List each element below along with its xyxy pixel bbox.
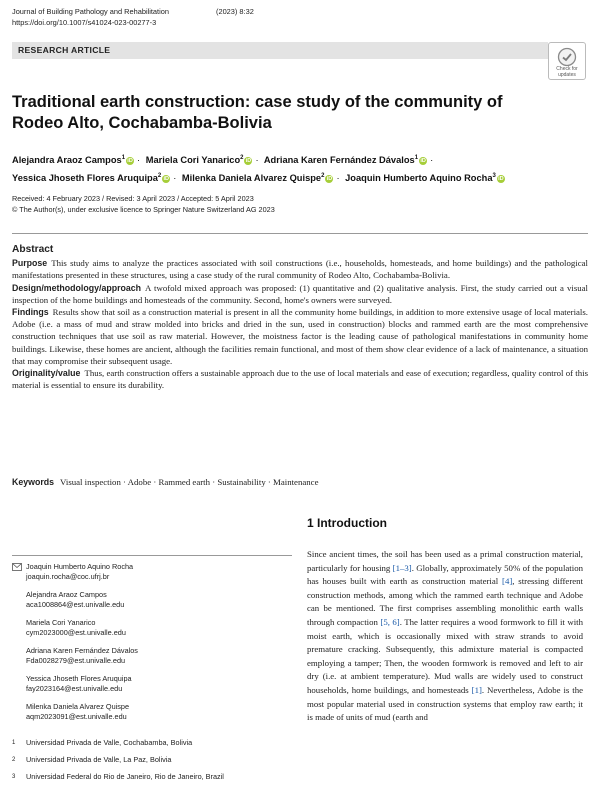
contact-name: Milenka Daniela Alvarez Quispe [26, 702, 130, 711]
contact-name: Mariela Cori Yanarico [26, 618, 96, 627]
abstract-section [12, 367, 588, 391]
affiliation-text: Universidad Federal do Rio de Janeiro, Rio de Janeiro, Brazil [26, 772, 224, 781]
abstract-section-text: This study aims to analyze the practices associated with soil constructions (i.e., households, homesteads, and home buildings) and the pathological manifestations presented in these structures, using a case study of the rural community of Rodeo Alto, Cochabamba-Bolivia. [12, 258, 588, 281]
author-affiliation-mark: 2 [157, 173, 162, 180]
doi-link[interactable]: https://doi.org/10.1007/s41024-023-00277-3 [12, 18, 157, 27]
author-name[interactable]: Yessica Jhoseth Flores Aruquipa [12, 173, 158, 184]
abstract-section-text: Thus, earth construction offers a sustainable approach due to the use of local materials and ease of execution; regardless, quality control of this material is essential to ensure its durability. [12, 368, 588, 391]
contact-email[interactable]: joaquin.rocha@coc.ufrj.br [26, 572, 110, 582]
author-name[interactable]: Adriana Karen Fernández Dávalos [263, 155, 415, 166]
abstract-section-label: Purpose [12, 258, 48, 269]
affiliation-number: 2 [12, 757, 16, 763]
keywords-label: Keywords [12, 477, 55, 487]
affiliation-number: 1 [12, 740, 16, 746]
intro-text: . The latter requires a wood formwork to fill it with moist earth, which is occasionally mixed with straw strands to avoid premature cracking. Subsequently, this admixture material is compacted employing a tamper; Then, the wooden formwork is removed and left to air dry (i.e. at ambient temperature). Mud walls are widely used to construct households, home buildings, and homesteads [307, 616, 583, 695]
abstract-heading: Abstract [12, 244, 54, 255]
check-updates-label-line2: updates [558, 71, 576, 78]
abstract-section-text: Results show that soil as a construction material is present in all the community home buildings, in addition to more extensive usage of local materials. Adobe (i.e. a mass of mud and straw molded into bricks and dried in the sun, used in construction) blocks and rammed earth are the most comprehensive construction techniques that use soil as raw material. However, the moistness factor is the leading cause of pathological manifestations in community home buildings. Likewise, these homes are ancient, although the facilities remain functional, and most of them show clear evidence of a lack of maintenance, a situation that may compromise their subsequent usage. [12, 307, 588, 366]
contact-entry [26, 590, 124, 610]
orcid-icon[interactable]: iD [420, 157, 426, 164]
citation-link[interactable]: [5, 6] [380, 616, 400, 627]
contact-name: Alejandra Araoz Campos [26, 590, 107, 599]
intro-text: Since ancient times, the soil has been used as a primal construction material, particularly for housing [307, 549, 583, 573]
intro-text: , stressing different construction methods, among which the rammed earth technique and Adobe can be mentioned. The first comprises assembling monolithic earth walls through compaction [307, 576, 584, 627]
author-name[interactable]: Alejandra Araoz Campos [12, 155, 122, 166]
divider [12, 233, 588, 234]
keywords [12, 476, 318, 488]
article-type-banner: RESEARCH ARTICLE [12, 42, 548, 59]
author-affiliation-mark: 2 [240, 155, 244, 161]
citation-link[interactable]: [4] [502, 576, 513, 587]
abstract [12, 244, 588, 391]
contact-email[interactable]: cym2023000@est.univalle.edu [26, 628, 126, 638]
affiliation-text: Universidad Privada de Valle, Cochabamba, Bolivia [26, 738, 193, 747]
author-name[interactable]: Milenka Daniela Alvarez Quispe [181, 173, 322, 184]
contact-entry [26, 702, 129, 722]
author-list: Alejandra Araoz Campos$^1$ iD · Mariela Cori Yanarico$^2$ iD · Adriana Karen Fernández Dávalos$^1$ iD · Yessica Jhoseth Flores Aruquipa$^2$ iD · Milenka Daniela Alvarez Quispe$^2$ iD · Joaquin Humberto Aquino Rocha$^3$ iD [12, 155, 504, 184]
abstract-section-label: Design/methodology/approach [12, 282, 142, 293]
citation-link[interactable]: [1–3] [392, 562, 412, 573]
author-name[interactable]: Mariela Cori Yanarico [145, 155, 241, 166]
check-updates-label-line1: Check for [556, 66, 578, 72]
keywords-text: Visual inspection · Adobe · Rammed earth · Sustainability · Maintenance [60, 477, 319, 487]
footnote-divider [12, 555, 292, 556]
contact-entry [26, 674, 132, 694]
intro-text: . Nevertheless, Adobe is the most popular material used in construction systems that employ raw earth; it is made of units of mud (earth and [307, 684, 584, 723]
abstract-section [12, 306, 588, 367]
envelope-icon [12, 563, 22, 571]
article-dates [12, 194, 275, 215]
intro-text: . Globally, approximately 50% of the population has houses built with earth as construction material [307, 562, 583, 587]
abstract-section-label: Findings [12, 307, 49, 318]
contact-name: Joaquin Humberto Aquino Rocha [26, 562, 134, 571]
author-affiliation-mark: 1 [414, 155, 419, 161]
article-title: Traditional earth construction: case study of the community of Rodeo Alto, Cochabamba-Bolivia [12, 93, 503, 132]
author-affiliation-mark: 2 [321, 173, 325, 180]
contact-email[interactable]: fay2023164@est.univalle.edu [26, 684, 123, 694]
abstract-section-text: A twofold mixed approach was proposed: (1) quantitative and (2) qualitative analysis. First, the study carried out a visual inspection of the home buildings and homesteads of the community. Second, home's owners were surveyed. [12, 282, 588, 305]
orcid-icon[interactable]: iD [245, 157, 252, 164]
contact-name: Adriana Karen Fernández Dávalos [26, 646, 138, 655]
contact-email[interactable]: aca1008864@est.univalle.edu [26, 600, 125, 610]
author-affiliation-mark: 3 [492, 173, 496, 180]
journal-volume: (2023) 8:32 [216, 7, 254, 16]
abstract-section [12, 282, 588, 306]
copyright-line: © The Author(s), under exclusive licence to Springer Nature Switzerland AG 2023 [12, 204, 275, 214]
contact-entry [26, 646, 138, 666]
orcid-icon[interactable]: iD [326, 175, 333, 182]
citation-link[interactable]: [1] [471, 684, 482, 695]
check-for-updates-button[interactable] [548, 42, 586, 80]
contact-email[interactable]: Fda0028279@est.univalle.edu [26, 656, 126, 666]
contact-entry [26, 618, 126, 638]
orcid-icon[interactable]: iD [498, 175, 504, 182]
contact-entry [26, 562, 133, 582]
journal-header [12, 6, 254, 28]
orcid-icon[interactable]: iD [127, 157, 133, 164]
affiliation-text: Universidad Privada de Valle, La Paz, Bolivia [26, 755, 172, 764]
check-updates-icon [557, 47, 577, 67]
abstract-section [12, 257, 588, 281]
orcid-icon[interactable]: iD [163, 175, 169, 182]
contact-name: Yessica Jhoseth Flores Aruquipa [26, 674, 132, 683]
contact-email[interactable]: aqm2023091@est.univalle.edu [26, 712, 127, 722]
affiliation-number: 3 [12, 774, 16, 780]
author-name[interactable]: Joaquin Humberto Aquino Rocha [345, 173, 493, 184]
history-dates: Received: 4 February 2023 / Revised: 3 April 2023 / Accepted: 5 April 2023 [12, 194, 254, 203]
journal-name: Journal of Building Pathology and Rehabilitation [12, 7, 169, 16]
abstract-section-label: Originality/value [12, 368, 81, 379]
author-affiliation-mark: 1 [121, 155, 126, 161]
section-heading-introduction: 1 Introduction [307, 516, 387, 530]
introduction-body [307, 548, 583, 725]
